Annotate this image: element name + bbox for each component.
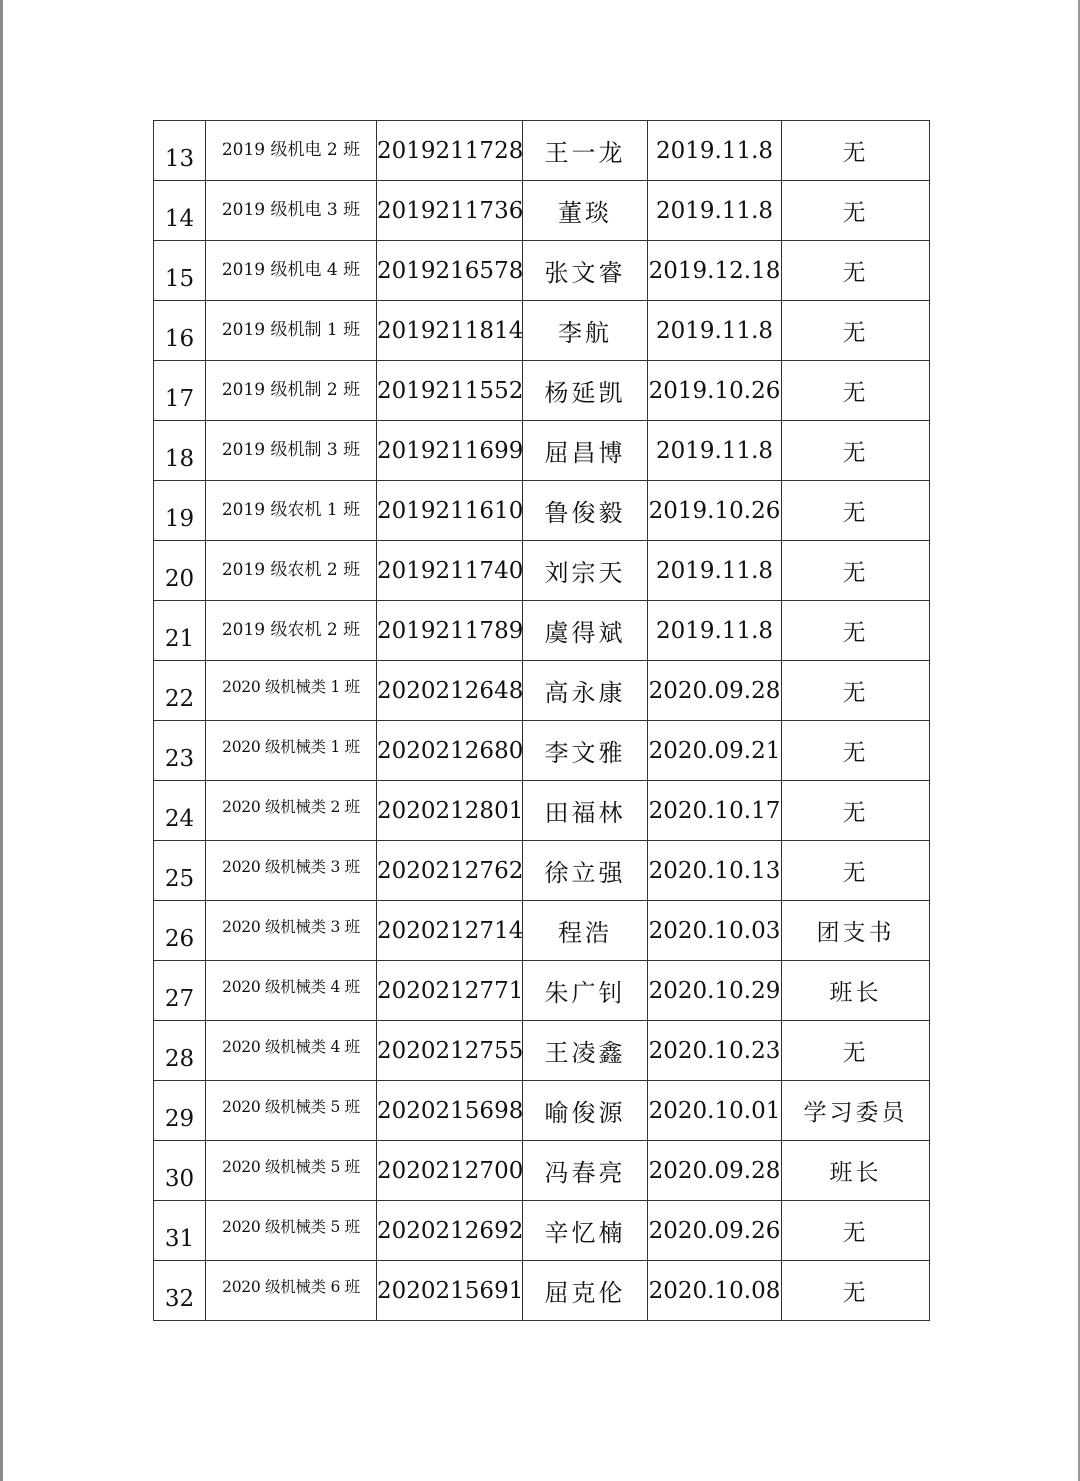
table-row <box>154 1201 930 1261</box>
date-cell: 2020.09.26 <box>648 1201 782 1261</box>
student-name-cell: 田福林 <box>523 781 648 841</box>
date-cell: 2019.10.26 <box>648 481 782 541</box>
date-cell: 2019.11.8 <box>648 601 782 661</box>
table-row <box>154 301 930 361</box>
page-edge-left <box>0 0 3 1481</box>
table-row <box>154 421 930 481</box>
class-name-cell: 2020 级机械类 3 班 <box>206 841 377 901</box>
row-index: 23 <box>154 721 206 781</box>
member-table <box>153 120 930 1321</box>
student-name-cell: 屈昌博 <box>523 421 648 481</box>
row-index: 20 <box>154 541 206 601</box>
class-name-cell: 2019 级机制 1 班 <box>206 301 377 361</box>
student-id-cell: 2020212692 <box>377 1201 523 1261</box>
student-name-cell: 朱广钊 <box>523 961 648 1021</box>
role-cell: 无 <box>782 1201 930 1261</box>
table-row <box>154 1081 930 1141</box>
row-index: 27 <box>154 961 206 1021</box>
member-table-body <box>154 121 930 1321</box>
date-cell: 2019.11.8 <box>648 121 782 181</box>
row-index: 30 <box>154 1141 206 1201</box>
class-name-cell: 2020 级机械类 4 班 <box>206 1021 377 1081</box>
row-index: 22 <box>154 661 206 721</box>
row-index: 32 <box>154 1261 206 1321</box>
row-index: 15 <box>154 241 206 301</box>
class-name-cell: 2020 级机械类 4 班 <box>206 961 377 1021</box>
role-cell: 班长 <box>782 961 930 1021</box>
student-id-cell: 2020215698 <box>377 1081 523 1141</box>
role-cell: 无 <box>782 421 930 481</box>
student-name-cell: 冯春亮 <box>523 1141 648 1201</box>
student-id-cell: 2019211740 <box>377 541 523 601</box>
student-id-cell: 2020212771 <box>377 961 523 1021</box>
class-name-cell: 2019 级机制 2 班 <box>206 361 377 421</box>
class-name-cell: 2019 级机电 3 班 <box>206 181 377 241</box>
student-id-cell: 2020212700 <box>377 1141 523 1201</box>
role-cell: 班长 <box>782 1141 930 1201</box>
role-cell: 学习委员 <box>782 1081 930 1141</box>
role-cell: 无 <box>782 301 930 361</box>
row-index: 31 <box>154 1201 206 1261</box>
table-row <box>154 601 930 661</box>
student-id-cell: 2020212762 <box>377 841 523 901</box>
class-name-cell: 2020 级机械类 1 班 <box>206 721 377 781</box>
table-row <box>154 241 930 301</box>
role-cell: 无 <box>782 661 930 721</box>
row-index: 29 <box>154 1081 206 1141</box>
student-id-cell: 2019211552 <box>377 361 523 421</box>
student-id-cell: 2019211736 <box>377 181 523 241</box>
role-cell: 无 <box>782 241 930 301</box>
student-name-cell: 鲁俊毅 <box>523 481 648 541</box>
class-name-cell: 2019 级农机 2 班 <box>206 541 377 601</box>
class-name-cell: 2020 级机械类 5 班 <box>206 1141 377 1201</box>
student-name-cell: 屈克伦 <box>523 1261 648 1321</box>
role-cell: 无 <box>782 841 930 901</box>
row-index: 28 <box>154 1021 206 1081</box>
student-id-cell: 2019211728 <box>377 121 523 181</box>
student-name-cell: 虞得斌 <box>523 601 648 661</box>
student-name-cell: 喻俊源 <box>523 1081 648 1141</box>
student-name-cell: 程浩 <box>523 901 648 961</box>
student-name-cell: 王一龙 <box>523 121 648 181</box>
student-id-cell: 2020212648 <box>377 661 523 721</box>
student-name-cell: 刘宗天 <box>523 541 648 601</box>
student-id-cell: 2019211699 <box>377 421 523 481</box>
table-row <box>154 961 930 1021</box>
table-row <box>154 901 930 961</box>
row-index: 21 <box>154 601 206 661</box>
date-cell: 2020.10.01 <box>648 1081 782 1141</box>
date-cell: 2019.12.18 <box>648 241 782 301</box>
table-row <box>154 121 930 181</box>
student-name-cell: 辛忆楠 <box>523 1201 648 1261</box>
date-cell: 2020.10.08 <box>648 1261 782 1321</box>
date-cell: 2019.11.8 <box>648 181 782 241</box>
date-cell: 2020.10.29 <box>648 961 782 1021</box>
class-name-cell: 2020 级机械类 3 班 <box>206 901 377 961</box>
table-row <box>154 661 930 721</box>
role-cell: 无 <box>782 121 930 181</box>
date-cell: 2019.10.26 <box>648 361 782 421</box>
date-cell: 2020.10.13 <box>648 841 782 901</box>
student-name-cell: 李航 <box>523 301 648 361</box>
student-name-cell: 李文雅 <box>523 721 648 781</box>
date-cell: 2019.11.8 <box>648 541 782 601</box>
student-name-cell: 杨延凯 <box>523 361 648 421</box>
class-name-cell: 2019 级农机 2 班 <box>206 601 377 661</box>
role-cell: 无 <box>782 541 930 601</box>
student-id-cell: 2020215691 <box>377 1261 523 1321</box>
class-name-cell: 2019 级机电 2 班 <box>206 121 377 181</box>
class-name-cell: 2020 级机械类 2 班 <box>206 781 377 841</box>
role-cell: 团支书 <box>782 901 930 961</box>
student-id-cell: 2020212714 <box>377 901 523 961</box>
date-cell: 2020.09.21 <box>648 721 782 781</box>
class-name-cell: 2020 级机械类 1 班 <box>206 661 377 721</box>
role-cell: 无 <box>782 1021 930 1081</box>
row-index: 25 <box>154 841 206 901</box>
role-cell: 无 <box>782 481 930 541</box>
table-row <box>154 361 930 421</box>
class-name-cell: 2019 级机制 3 班 <box>206 421 377 481</box>
date-cell: 2019.11.8 <box>648 421 782 481</box>
class-name-cell: 2020 级机械类 5 班 <box>206 1081 377 1141</box>
student-name-cell: 张文睿 <box>523 241 648 301</box>
student-name-cell: 徐立强 <box>523 841 648 901</box>
class-name-cell: 2019 级机电 4 班 <box>206 241 377 301</box>
class-name-cell: 2020 级机械类 6 班 <box>206 1261 377 1321</box>
row-index: 19 <box>154 481 206 541</box>
date-cell: 2020.09.28 <box>648 661 782 721</box>
student-id-cell: 2019211789 <box>377 601 523 661</box>
table-row <box>154 541 930 601</box>
student-name-cell: 王凌鑫 <box>523 1021 648 1081</box>
student-id-cell: 2020212801 <box>377 781 523 841</box>
date-cell: 2020.10.17 <box>648 781 782 841</box>
student-id-cell: 2019216578 <box>377 241 523 301</box>
role-cell: 无 <box>782 1261 930 1321</box>
student-name-cell: 高永康 <box>523 661 648 721</box>
student-name-cell: 董琰 <box>523 181 648 241</box>
date-cell: 2019.11.8 <box>648 301 782 361</box>
table-row <box>154 181 930 241</box>
class-name-cell: 2019 级农机 1 班 <box>206 481 377 541</box>
table-row <box>154 1141 930 1201</box>
date-cell: 2020.09.28 <box>648 1141 782 1201</box>
table-row <box>154 841 930 901</box>
row-index: 24 <box>154 781 206 841</box>
row-index: 17 <box>154 361 206 421</box>
table-row <box>154 721 930 781</box>
student-id-cell: 2020212680 <box>377 721 523 781</box>
table-row <box>154 1261 930 1321</box>
row-index: 14 <box>154 181 206 241</box>
role-cell: 无 <box>782 721 930 781</box>
student-id-cell: 2020212755 <box>377 1021 523 1081</box>
role-cell: 无 <box>782 181 930 241</box>
student-id-cell: 2019211814 <box>377 301 523 361</box>
row-index: 18 <box>154 421 206 481</box>
role-cell: 无 <box>782 781 930 841</box>
role-cell: 无 <box>782 361 930 421</box>
date-cell: 2020.10.23 <box>648 1021 782 1081</box>
table-row <box>154 781 930 841</box>
row-index: 26 <box>154 901 206 961</box>
row-index: 16 <box>154 301 206 361</box>
role-cell: 无 <box>782 601 930 661</box>
student-id-cell: 2019211610 <box>377 481 523 541</box>
table-row <box>154 1021 930 1081</box>
date-cell: 2020.10.03 <box>648 901 782 961</box>
class-name-cell: 2020 级机械类 5 班 <box>206 1201 377 1261</box>
row-index: 13 <box>154 121 206 181</box>
table-row <box>154 481 930 541</box>
